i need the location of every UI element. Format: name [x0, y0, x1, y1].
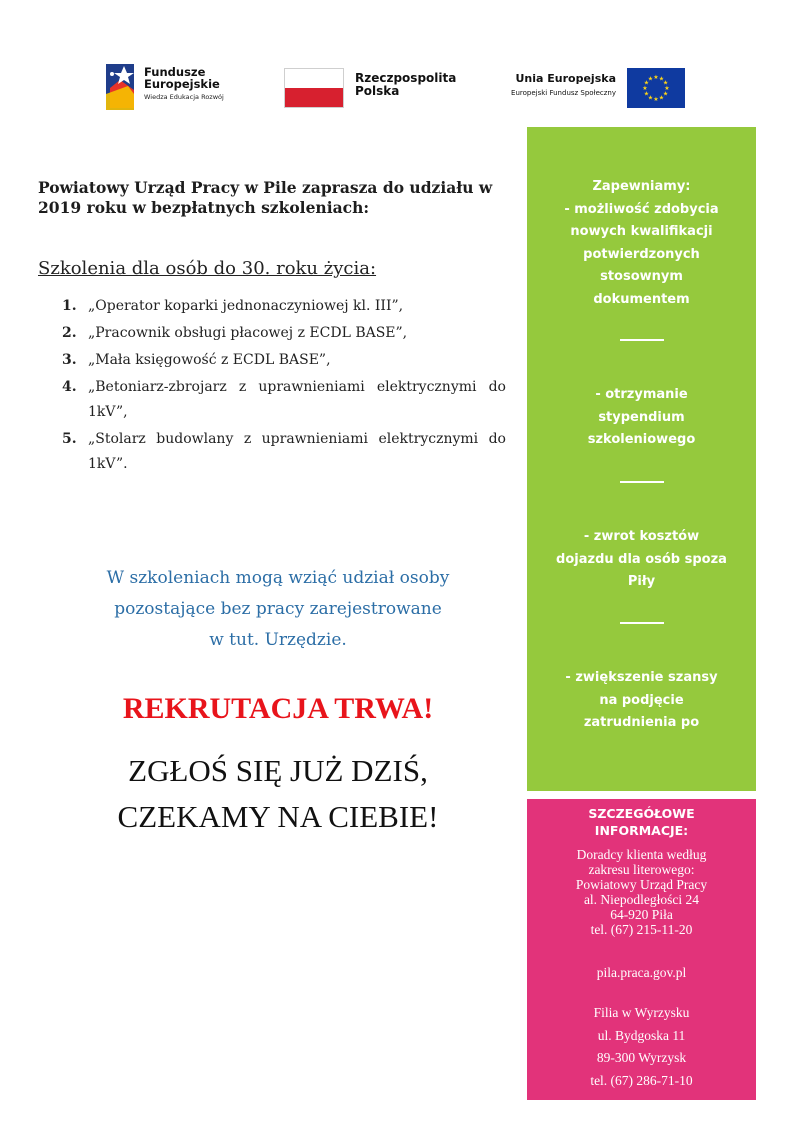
eu-star-icon: ★ — [643, 90, 650, 98]
fe-subtitle: Wiedza Edukacja Rozwój — [144, 93, 224, 101]
item-text: „Pracownik obsługi płacowej z ECDL BASE”, — [88, 325, 408, 341]
separator — [620, 622, 664, 624]
recruitment-heading: REKRUTACJA TRWA! — [122, 692, 434, 725]
branch-contact — [527, 1002, 756, 1092]
eu-star-icon: ★ — [662, 90, 669, 98]
benefit-line: na podjęcie — [599, 692, 684, 708]
benefits-box — [527, 127, 756, 791]
branch-line: 89-300 Wyrzysk — [596, 1050, 687, 1065]
details-title-line: INFORMACJE: — [594, 823, 689, 838]
benefit-line: dokumentem — [593, 291, 690, 307]
eligibility-line: W szkoleniach mogą wziąć udział osoby — [106, 568, 450, 588]
eligibility-line: pozostające bez pracy zarejestrowane — [114, 599, 442, 619]
benefit-line: potwierdzonych — [583, 246, 700, 262]
benefits-title: Zapewniamy: — [592, 179, 691, 194]
separator — [620, 481, 664, 483]
pl-title: Rzeczpospolita Polska — [355, 71, 457, 98]
office-line: al. Niepodległości 24 — [583, 892, 700, 907]
benefit-block — [527, 384, 756, 452]
fe-title: Fundusze Europejskie — [144, 65, 220, 91]
eu-star-icon: ★ — [658, 94, 665, 102]
details-title-line: SZCZEGÓŁOWE — [588, 806, 695, 821]
office-line: tel. (67) 215-11-20 — [590, 922, 693, 937]
cta-line: CZEKAMY NA CIEBIE! — [117, 799, 439, 834]
eu-star-icon: ★ — [647, 75, 654, 83]
benefit-line: nowych kwalifikacji — [570, 224, 713, 239]
ue-title: Unia Europejska — [515, 72, 616, 85]
branch-line: Filia w Wyrzysku — [593, 1005, 690, 1020]
eu-star-icon: ★ — [643, 79, 650, 87]
eu-flag-icon — [627, 68, 685, 108]
item-text: „Betoniarz-zbrojarz z uprawnieniami elektrycznymi do 1kV”, — [88, 379, 506, 420]
benefit-line: stypendium — [598, 409, 685, 425]
cta-line: ZGŁOŚ SIĘ JUŻ DZIŚ, — [128, 753, 428, 788]
courses-subheading: Szkolenia dla osób do 30. roku życia: — [38, 258, 377, 279]
benefit-block — [527, 526, 756, 594]
benefit-line: - zwiększenie szansy — [565, 670, 718, 685]
item-number: 1. — [62, 298, 77, 314]
item-text: „Mała księgowość z ECDL BASE”, — [88, 352, 331, 368]
eu-star-icon: ★ — [658, 75, 665, 83]
item-number: 4. — [62, 379, 77, 395]
details-title — [527, 805, 756, 839]
ue-subtitle: Europejski Fundusz Społeczny — [511, 89, 616, 97]
office-line: Doradcy klienta według — [576, 847, 707, 862]
branch-line: ul. Bydgoska 11 — [597, 1027, 686, 1043]
ue-text — [470, 72, 616, 97]
intro-text: Powiatowy Urząd Pracy w Pile zaprasza do udziału w 2019 roku w bezpłatnych szkoleniach: — [38, 178, 493, 217]
item-text: „Stolarz budowlany z uprawnieniami elektrycznymi do 1kV”. — [88, 431, 506, 472]
eu-star-icon: ★ — [653, 74, 659, 81]
eu-star-icon: ★ — [647, 94, 654, 102]
item-number: 3. — [62, 352, 77, 368]
course-list — [62, 294, 506, 479]
list-item — [62, 427, 506, 477]
benefit-block — [527, 667, 756, 735]
eu-star-icon: ★ — [642, 85, 648, 92]
office-line: zakresu literowego: — [588, 862, 695, 877]
branch-line: tel. (67) 286-71-10 — [590, 1072, 693, 1088]
item-text: „Operator koparki jednonaczyniowej kl. III”, — [88, 298, 404, 314]
eu-star-icon: ★ — [662, 79, 669, 87]
item-number: 2. — [62, 325, 77, 341]
benefit-line: - zwrot kosztów — [583, 529, 700, 544]
benefit-line: Piły — [627, 574, 656, 589]
benefit-line: - możliwość zdobycia — [564, 201, 719, 217]
list-item — [62, 348, 506, 373]
office-line: Powiatowy Urząd Pracy — [575, 877, 708, 892]
details-box — [527, 799, 756, 1100]
eu-star-icon: ★ — [664, 85, 670, 92]
benefit-block — [527, 176, 756, 311]
benefit-line: szkoleniowego — [587, 432, 696, 447]
eu-star-icon: ★ — [653, 96, 659, 103]
office-contact — [527, 847, 756, 937]
logo-bar — [0, 60, 794, 115]
list-item — [62, 294, 506, 319]
list-item — [62, 321, 506, 346]
polish-flag-icon — [284, 68, 344, 108]
call-to-action — [38, 748, 518, 840]
item-number: 5. — [62, 431, 77, 447]
separator — [620, 339, 664, 341]
eligibility-line: w tut. Urzędzie. — [209, 630, 347, 650]
benefit-line: - otrzymanie — [595, 387, 688, 402]
office-line: 64-920 Piła — [610, 907, 673, 922]
benefit-line: stosownym — [600, 269, 683, 284]
fe-text — [144, 66, 234, 101]
list-item — [62, 375, 506, 425]
eligibility-note — [38, 563, 518, 656]
website-link[interactable]: pila.praca.gov.pl — [596, 965, 687, 980]
benefit-line: zatrudnienia po — [583, 715, 700, 730]
benefit-line: dojazdu dla osób spoza — [556, 551, 727, 567]
